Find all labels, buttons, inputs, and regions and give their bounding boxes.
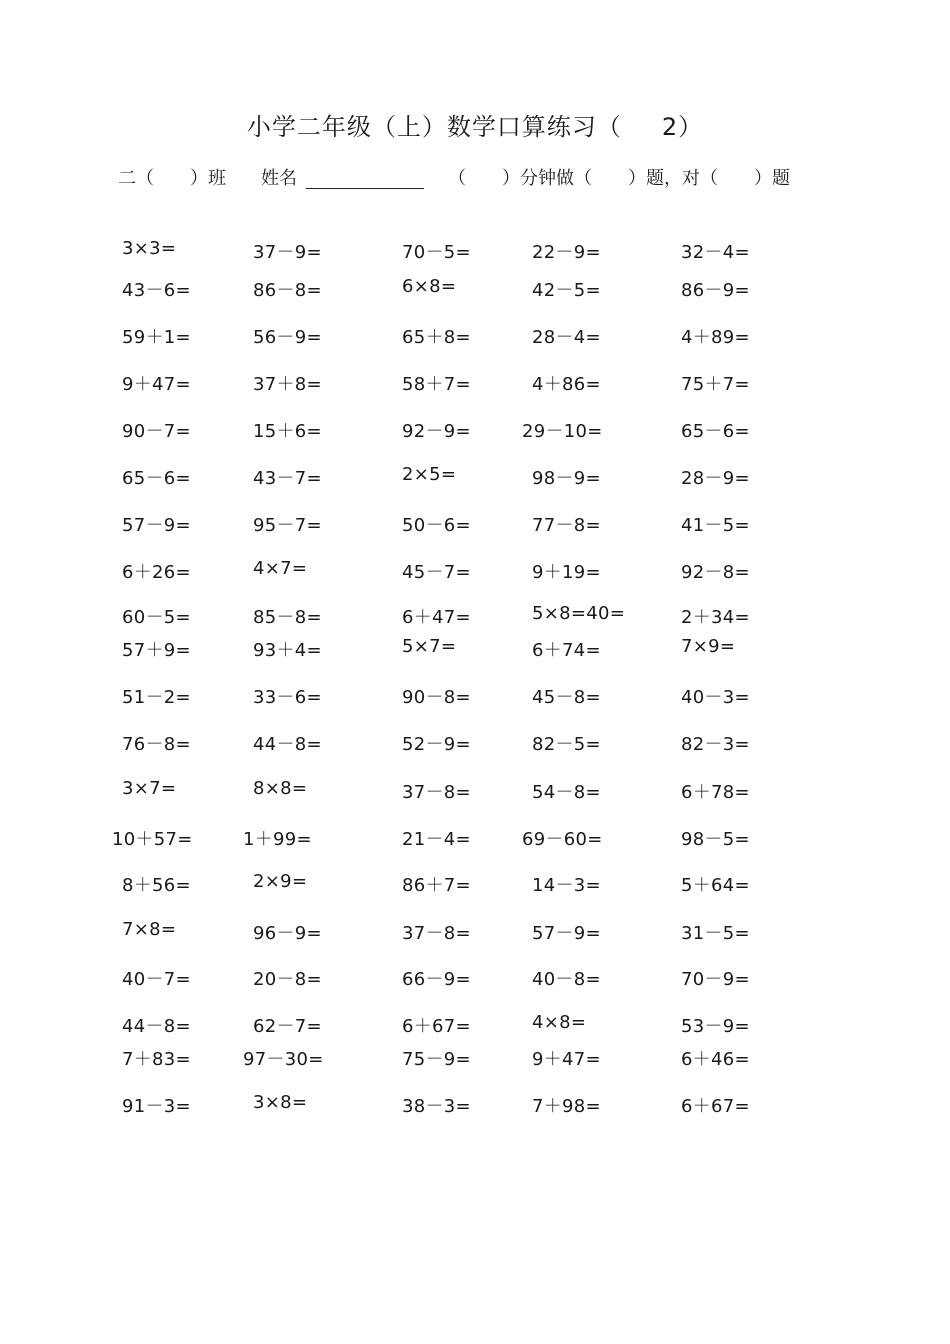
arithmetic-problem: 7＋83= <box>122 1049 191 1070</box>
arithmetic-problem: 4×7= <box>253 558 308 579</box>
arithmetic-problem: 37－9= <box>253 242 322 263</box>
arithmetic-problem: 38－3= <box>402 1096 471 1117</box>
arithmetic-problem: 29－10= <box>522 421 603 442</box>
problem-row <box>0 683 950 709</box>
arithmetic-problem: 7×9= <box>681 636 736 657</box>
arithmetic-problem: 28－9= <box>681 468 750 489</box>
problem-row <box>0 778 950 804</box>
arithmetic-problem: 75－9= <box>402 1049 471 1070</box>
arithmetic-problem: 8×8= <box>253 778 308 799</box>
arithmetic-problem: 56－9= <box>253 327 322 348</box>
problem-row <box>0 871 950 897</box>
problem-row <box>0 919 950 945</box>
arithmetic-problem: 3×8= <box>253 1092 308 1113</box>
arithmetic-problem: 6＋78= <box>681 782 750 803</box>
arithmetic-problem: 65－6= <box>122 468 191 489</box>
arithmetic-problem: 6＋74= <box>532 640 601 661</box>
arithmetic-problem: 69－60= <box>522 829 603 850</box>
arithmetic-problem: 65－6= <box>681 421 750 442</box>
arithmetic-problem: 32－4= <box>681 242 750 263</box>
arithmetic-problem: 40－3= <box>681 687 750 708</box>
arithmetic-problem: 9＋47= <box>532 1049 601 1070</box>
arithmetic-problem: 70－9= <box>681 969 750 990</box>
arithmetic-problem: 40－7= <box>122 969 191 990</box>
arithmetic-problem: 2×9= <box>253 871 308 892</box>
minutes-label: （ ）分钟做（ ）题，对（ ）题 <box>448 168 790 189</box>
arithmetic-problem: 43－7= <box>253 468 322 489</box>
arithmetic-problem: 76－8= <box>122 734 191 755</box>
problem-row <box>0 1092 950 1118</box>
arithmetic-problem: 15＋6= <box>253 421 322 442</box>
arithmetic-problem: 9＋19= <box>532 562 601 583</box>
problem-row <box>0 965 950 991</box>
arithmetic-problem: 70－5= <box>402 242 471 263</box>
arithmetic-problem: 97－30= <box>243 1049 324 1070</box>
arithmetic-problem: 43－6= <box>122 280 191 301</box>
arithmetic-problem: 37－8= <box>402 923 471 944</box>
arithmetic-problem: 20－8= <box>253 969 322 990</box>
arithmetic-problem: 2＋34= <box>681 607 750 628</box>
arithmetic-problem: 86－9= <box>681 280 750 301</box>
arithmetic-problem: 28－4= <box>532 327 601 348</box>
arithmetic-problem: 86－8= <box>253 280 322 301</box>
arithmetic-problem: 21－4= <box>402 829 471 850</box>
arithmetic-problem: 82－3= <box>681 734 750 755</box>
arithmetic-problem: 93＋4= <box>253 640 322 661</box>
problem-row <box>0 238 950 264</box>
title-text: 小学二年级（上）数学口算练习（ <box>246 113 622 141</box>
arithmetic-problem: 86＋7= <box>402 875 471 896</box>
arithmetic-problem: 4＋86= <box>532 374 601 395</box>
arithmetic-problem: 50－6= <box>402 515 471 536</box>
arithmetic-problem: 31－5= <box>681 923 750 944</box>
worksheet-title <box>0 107 950 142</box>
arithmetic-problem: 42－5= <box>532 280 601 301</box>
arithmetic-problem: 37－8= <box>402 782 471 803</box>
arithmetic-problem: 33－6= <box>253 687 322 708</box>
problem-row <box>0 1045 950 1071</box>
problem-row <box>0 323 950 349</box>
name-label: 姓名 <box>261 168 297 189</box>
arithmetic-problem: 52－9= <box>402 734 471 755</box>
arithmetic-problem: 22－9= <box>532 242 601 263</box>
arithmetic-problem: 5×7= <box>402 636 457 657</box>
problem-row <box>0 730 950 756</box>
arithmetic-problem: 5＋64= <box>681 875 750 896</box>
arithmetic-problem: 77－8= <box>532 515 601 536</box>
arithmetic-problem: 6＋67= <box>402 1016 471 1037</box>
arithmetic-problem: 98－9= <box>532 468 601 489</box>
arithmetic-problem: 14－3= <box>532 875 601 896</box>
problem-row <box>0 276 950 302</box>
arithmetic-problem: 53－9= <box>681 1016 750 1037</box>
arithmetic-problem: 6＋67= <box>681 1096 750 1117</box>
arithmetic-problem: 7×8= <box>122 919 177 940</box>
arithmetic-problem: 6＋47= <box>402 607 471 628</box>
arithmetic-problem: 45－7= <box>402 562 471 583</box>
arithmetic-problem: 2×5= <box>402 464 457 485</box>
arithmetic-problem: 66－9= <box>402 969 471 990</box>
arithmetic-problem: 91－3= <box>122 1096 191 1117</box>
arithmetic-problem: 4＋89= <box>681 327 750 348</box>
arithmetic-problem: 10＋57= <box>112 829 193 850</box>
arithmetic-problem: 37＋8= <box>253 374 322 395</box>
arithmetic-problem: 1＋99= <box>243 829 312 850</box>
arithmetic-problem: 57－9= <box>532 923 601 944</box>
problem-row <box>0 825 950 851</box>
arithmetic-problem: 40－8= <box>532 969 601 990</box>
arithmetic-problem: 62－7= <box>253 1016 322 1037</box>
arithmetic-problem: 9＋47= <box>122 374 191 395</box>
arithmetic-problem: 8＋56= <box>122 875 191 896</box>
class-label: 二（ ）班 <box>118 168 226 189</box>
arithmetic-problem: 51－2= <box>122 687 191 708</box>
arithmetic-problem: 65＋8= <box>402 327 471 348</box>
arithmetic-problem: 85－8= <box>253 607 322 628</box>
arithmetic-problem: 90－7= <box>122 421 191 442</box>
arithmetic-problem: 45－8= <box>532 687 601 708</box>
student-info-line <box>118 164 838 192</box>
arithmetic-problem: 95－7= <box>253 515 322 536</box>
arithmetic-problem: 57－9= <box>122 515 191 536</box>
problem-row <box>0 603 950 629</box>
arithmetic-problem: 4×8= <box>532 1012 587 1033</box>
arithmetic-problem: 90－8= <box>402 687 471 708</box>
title-number: 2） <box>661 113 704 141</box>
arithmetic-problem: 92－8= <box>681 562 750 583</box>
problem-row <box>0 558 950 584</box>
arithmetic-problem: 54－8= <box>532 782 601 803</box>
arithmetic-problem: 82－5= <box>532 734 601 755</box>
problem-row <box>0 636 950 662</box>
arithmetic-problem: 3×3= <box>122 238 177 259</box>
arithmetic-problem: 3×7= <box>122 778 177 799</box>
arithmetic-problem: 5×8=40= <box>532 603 626 624</box>
arithmetic-problem: 57＋9= <box>122 640 191 661</box>
problem-row <box>0 464 950 490</box>
arithmetic-problem: 98－5= <box>681 829 750 850</box>
arithmetic-problem: 44－8= <box>253 734 322 755</box>
arithmetic-problem: 6×8= <box>402 276 457 297</box>
arithmetic-problem: 96－9= <box>253 923 322 944</box>
arithmetic-problem: 59＋1= <box>122 327 191 348</box>
problem-row <box>0 1012 950 1038</box>
arithmetic-problem: 6＋26= <box>122 562 191 583</box>
arithmetic-problem: 60－5= <box>122 607 191 628</box>
arithmetic-problem: 92－9= <box>402 421 471 442</box>
arithmetic-problem: 44－8= <box>122 1016 191 1037</box>
name-blank-line[interactable] <box>306 188 424 189</box>
problem-row <box>0 511 950 537</box>
arithmetic-problem: 75＋7= <box>681 374 750 395</box>
problem-row <box>0 417 950 443</box>
arithmetic-problem: 6＋46= <box>681 1049 750 1070</box>
problem-row <box>0 370 950 396</box>
arithmetic-problem: 41－5= <box>681 515 750 536</box>
arithmetic-problem: 58＋7= <box>402 374 471 395</box>
arithmetic-problem: 7＋98= <box>532 1096 601 1117</box>
